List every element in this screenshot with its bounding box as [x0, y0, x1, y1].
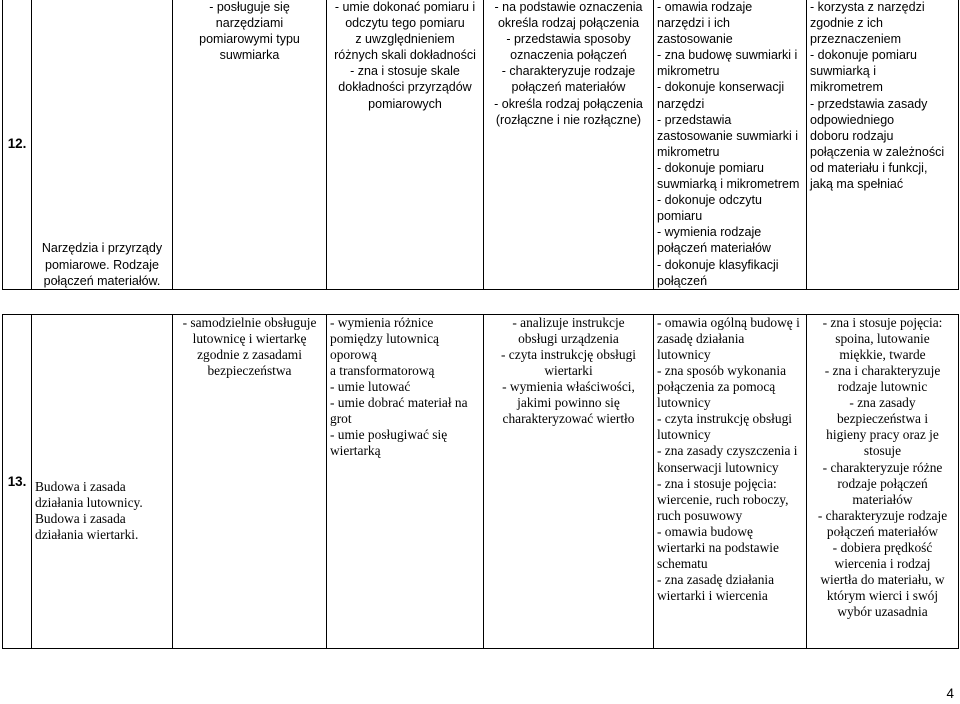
cell-text-line: - omawia rodzaje: [657, 0, 753, 14]
cell-text-line: ruch posuwowy: [657, 507, 743, 523]
cell-text-line: zastosowanie suwmiarki i: [657, 128, 799, 143]
cell-text-line: mikrometrem: [810, 80, 883, 95]
cell-text-line: lutownicy: [657, 346, 711, 362]
topic-cell: [32, 314, 173, 648]
cell-text-line: jakimi powinno się: [517, 395, 620, 411]
cell-text-line: - analizuje instrukcje: [512, 314, 625, 330]
cell-text-line: materiałów: [852, 491, 913, 507]
cell-text-line: - dokonuje pomiaru: [810, 48, 918, 63]
cell-text-line: z uwzględnieniem: [355, 32, 455, 47]
cell-text-line: - zna zasady: [849, 395, 916, 411]
cell-text-line: - omawia ogólną budowę i: [657, 314, 800, 330]
cell-text-line: pomiaru: [657, 209, 703, 224]
cell-text-line: zastosowanie: [657, 32, 733, 47]
cell-text-line: - zna zasady czyszczenia i: [657, 443, 798, 459]
cell-text-line: - samodzielnie obsługuje: [182, 314, 317, 330]
cell-text-line: (rozłączne i nie rozłączne): [495, 112, 642, 127]
cell-text-line: doboru rodzaju: [810, 128, 894, 143]
requirement-cell-c4: [654, 314, 807, 648]
cell-text-line: - dokonuje klasyfikacji: [657, 257, 779, 272]
cell-text-line: odpowiedniego: [810, 112, 895, 127]
cell-text-line: zgodnie z ich: [810, 16, 883, 31]
cell-text-line: wiertarki: [544, 362, 593, 378]
cell-text-line: połączenia za pomocą: [657, 379, 776, 395]
cell-text-line: bezpieczeństwa i: [836, 411, 929, 427]
cell-text-line: określa rodzaj połączenia: [497, 16, 640, 31]
cell-text-line: rodzaje lutownic: [837, 379, 928, 395]
row-number: 13.: [3, 314, 32, 648]
table-row: [3, 0, 959, 289]
cell-text-line: rodzaje połączeń: [837, 475, 928, 491]
cell-text-line: - wymienia różnice: [330, 314, 434, 330]
cell-text-line: - wymienia rodzaje: [657, 225, 762, 240]
cell-text-line: wiertarką: [330, 443, 381, 459]
cell-text-line: połączeń: [657, 273, 708, 288]
requirement-cell-c4: [654, 0, 807, 289]
cell-text-line: obsługi urządzenia: [518, 330, 619, 346]
cell-text-line: połączeń materiałów.: [43, 273, 161, 288]
cell-text-line: - zna i stosuje skale: [350, 64, 460, 79]
cell-text-line: - dokonuje odczytu: [657, 193, 762, 208]
page-number: 4: [946, 686, 954, 701]
cell-text-line: suwmiarką i: [810, 64, 876, 79]
table-row: [3, 314, 959, 648]
cell-text-line: a transformatorową: [330, 362, 435, 378]
cell-text-line: jaką ma spełniać: [810, 177, 904, 192]
row-number: 12.: [3, 0, 32, 289]
cell-text-line: - zna zasadę działania: [657, 572, 775, 588]
cell-text-line: - charakteryzuje rodzaje: [817, 507, 948, 523]
cell-text-line: zgodnie z zasadami: [197, 346, 302, 362]
cell-text-line: - zna budowę suwmiarki i: [657, 48, 798, 63]
cell-text-line: - przedstawia zasady: [810, 96, 928, 111]
cell-text-line: dokładności przyrządów: [338, 80, 472, 95]
cell-text-line: - przedstawia: [657, 112, 732, 127]
cell-text-line: narzędziami: [215, 16, 284, 31]
cell-text-line: połączeń materiałów: [826, 523, 939, 539]
cell-text-line: przeznaczeniem: [810, 32, 902, 47]
cell-text-line: spoina, lutowanie: [835, 330, 930, 346]
cell-text-line: wiertła do materiału, w: [820, 572, 945, 588]
cell-text-line: wybór uzasadnia: [837, 604, 928, 620]
cell-text-line: pomiędzy lutownicą: [330, 330, 439, 346]
cell-text-line: zasadę działania: [657, 330, 745, 346]
cell-text-line: Budowa i zasada: [35, 511, 126, 527]
cell-text-line: - dobiera prędkość: [832, 540, 933, 555]
cell-text-line: - zna i charakteryzuje: [824, 362, 941, 378]
cell-text-line: suwmiarka: [219, 48, 280, 63]
requirement-cell-c3: [484, 314, 654, 648]
cell-text-line: lutownicy: [657, 427, 711, 443]
cell-text-line: - charakteryzuje różne: [822, 459, 943, 475]
requirement-cell-c5: [807, 0, 959, 289]
cell-text-line: suwmiarką i mikrometrem: [657, 177, 800, 192]
cell-text-line: - dokonuje konserwacji: [657, 80, 785, 95]
cell-text-line: różnych skali dokładności: [334, 48, 476, 63]
cell-text-line: - zna sposób wykonania: [657, 362, 787, 378]
cell-text-line: pomiarowych: [368, 96, 442, 111]
cell-text-line: - umie dobrać materiał na: [330, 395, 468, 411]
cell-text-line: schematu: [657, 556, 708, 572]
cell-text-line: konserwacji lutownicy: [657, 459, 779, 475]
cell-text-line: - czyta instrukcję obsługi: [501, 346, 636, 362]
cell-text-line: miękkie, twarde: [839, 346, 926, 362]
cell-text-line: Narzędzia i przyrządy: [41, 241, 163, 256]
cell-text-line: - zna i stosuje pojęcia:: [657, 475, 777, 491]
cell-text-line: od materiału i funkcji,: [810, 160, 928, 175]
cell-text-line: grot: [330, 411, 352, 427]
cell-text-line: wiercenie, ruch roboczy,: [657, 491, 789, 507]
cell-text-line: narzędzi i ich: [657, 16, 730, 31]
cell-text-line: - omawia budowę: [657, 523, 753, 539]
cell-text-line: - umie lutować: [330, 379, 411, 395]
requirement-cell-c5: [807, 314, 959, 648]
cell-text-line: lutownicę i wiertarkę: [192, 330, 307, 346]
cell-text-line: stosuje: [863, 443, 902, 459]
cell-text-line: działania wiertarki.: [35, 527, 139, 543]
cell-text-line: - charakteryzuje rodzaje: [501, 64, 636, 79]
requirement-cell-c2: [327, 314, 484, 648]
cell-text-line: charakteryzować wiertło: [502, 411, 635, 427]
cell-text-line: - na podstawie oznaczenia: [494, 0, 643, 14]
topic-cell: [32, 0, 173, 289]
cell-text-line: połączeń materiałów: [511, 80, 626, 95]
cell-text-line: lutownicy: [657, 395, 711, 411]
cell-text-line: - zna i stosuje pojęcia:: [822, 314, 943, 330]
cell-text-line: - wymienia właściwości,: [502, 379, 635, 395]
curriculum-table: [2, 0, 959, 649]
cell-text-line: działania lutownicy.: [35, 495, 143, 511]
cell-text-line: higieny pracy oraz je: [826, 427, 939, 443]
cell-text-line: pomiarowe. Rodzaje: [45, 257, 159, 272]
cell-text-line: połączenia w zależności: [810, 144, 945, 159]
cell-text-line: odczytu tego pomiaru: [345, 16, 465, 31]
cell-text-line: mikrometru: [657, 144, 720, 159]
cell-text-line: wiertarki i wiercenia: [657, 588, 768, 604]
cell-text-line: oznaczenia połączeń: [510, 48, 627, 63]
cell-text-line: bezpieczeństwa: [207, 362, 292, 378]
row-gap: [3, 289, 959, 314]
cell-text-line: którym wierci i swój: [826, 588, 939, 604]
cell-text-line: - określa rodzaj połączenia: [494, 96, 643, 111]
cell-text-line: oporową: [330, 346, 377, 362]
requirement-cell-c3: [484, 0, 654, 289]
cell-text-line: - dokonuje pomiaru: [657, 160, 765, 175]
cell-text-line: Budowa i zasada: [35, 479, 126, 494]
cell-text-line: narzędzi: [657, 96, 705, 111]
cell-text-line: wiertarki na podstawie: [657, 540, 779, 555]
requirement-cell-c2: [327, 0, 484, 289]
cell-text-line: - korzysta z narzędzi: [810, 0, 925, 14]
cell-text-line: pomiarowymi typu: [199, 32, 300, 47]
cell-text-line: mikrometru: [657, 64, 720, 79]
cell-text-line: wiercenia i rodzaj: [834, 556, 931, 572]
cell-text-line: - przedstawia sposoby: [506, 32, 631, 47]
cell-text-line: - czyta instrukcję obsługi: [657, 411, 792, 427]
cell-text-line: - umie dokonać pomiaru i: [334, 0, 476, 14]
cell-text-line: połączeń materiałów: [657, 241, 771, 256]
cell-text-line: - posługuje się: [209, 0, 290, 14]
cell-text-line: - umie posługiwać się: [330, 427, 448, 443]
requirement-cell-c1: [173, 314, 327, 648]
requirement-cell-c1: [173, 0, 327, 289]
